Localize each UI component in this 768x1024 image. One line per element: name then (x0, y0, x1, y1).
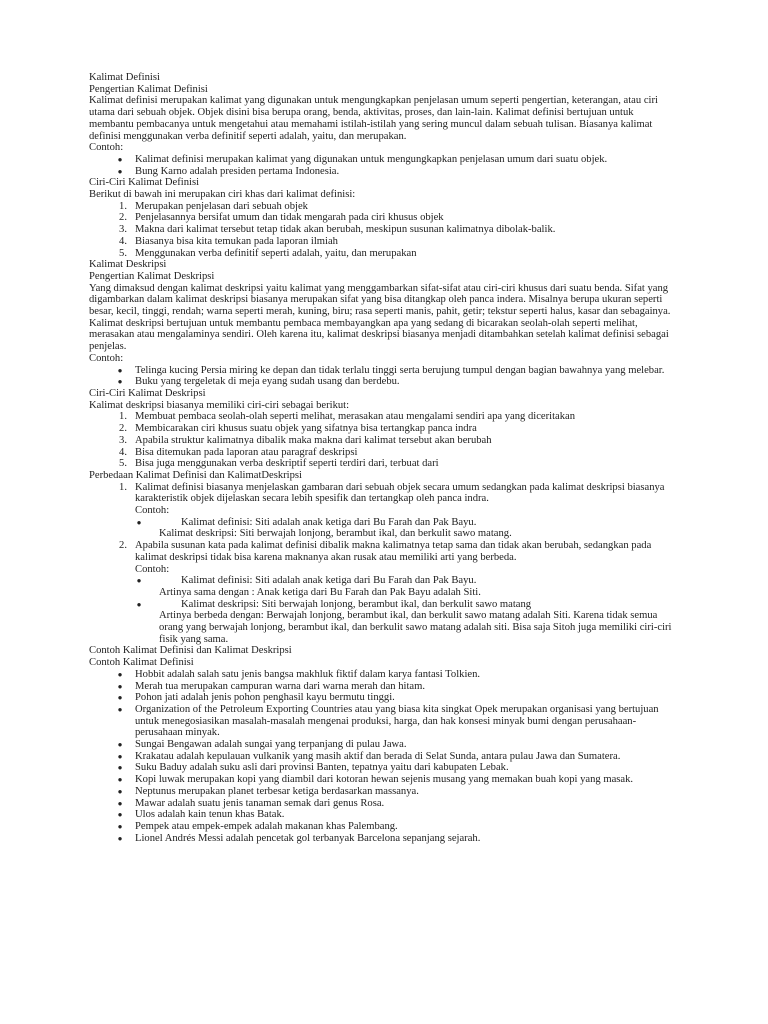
list-item: ● Mawar adalah suatu jenis tanaman semak dari genus Rosa. (117, 797, 385, 809)
definisi-examples-list (89, 154, 675, 177)
heading-kalimat-deskripsi: Kalimat Deskripsi (89, 259, 167, 271)
ciri-deskripsi-list (89, 411, 675, 470)
list-item: 3. Makna dari kalimat tersebut tetap tidak akan berubah, meskipun susunan kalimatnya dibolak-balik. (119, 224, 556, 236)
list-item: ● Pempek atau empek-empek adalah makanan khas Palembang. (117, 821, 398, 832)
list-item: ● Pohon jati adalah jenis pohon penghasil kayu bermutu tinggi. (117, 692, 395, 704)
perbedaan-2-example-1-cont: Artinya sama dengan : Anak ketiga dari Bu Farah dan Pak Bayu adalah Siti. (159, 586, 481, 598)
label-contoh: Contoh: (135, 505, 170, 517)
perbedaan-1-examples (135, 517, 675, 529)
list-item: ● Suku Baduy adalah suku asli dari provinsi Banten, tepatnya yaitu dari kabupaten Lebak. (117, 762, 509, 774)
heading-ciri-deskripsi: Ciri-Ciri Kalimat Deskripsi (89, 387, 206, 399)
list-item: ● Buku yang tergeletak di meja eyang sudah usang dan berdebu. (117, 376, 400, 388)
list-item: ● Ulos adalah kain tenun khas Batak. (117, 809, 285, 821)
paragraph-deskripsi-2: Kalimat deskripsi bertujuan untuk membantu pembaca membayangkan apa yang sedang di bicarakan seolah-olah seperti melihat, merasakan atau mengalaminya sendiri. Oleh karena itu, kalimat deskripsi biasanya menjadi ditambahkan setelah kalimat definisi sebagai penjelas. (89, 317, 669, 353)
bullet-icon: ● (117, 669, 123, 679)
bullet-icon: ● (117, 365, 123, 375)
list-item: 4. Bisa ditemukan pada laporan atau paragraf deskripsi (119, 446, 358, 458)
perbedaan-2-examples-b (135, 599, 675, 611)
list-item: 2. Apabila susunan kata pada kalimat definisi dibalik makna kalimatnya tetap sama dan tidak akan berubah, sedangkan pada kalimat deskripsi tidak bisa karena maknanya akan rusak atau memiliki arti yang berbeda. Contoh: ● Kalimat definisi: Siti adalah anak ketiga dari Bu Farah dan Pak Bayu. Artinya sama dengan : Anak ketiga dari Bu Farah dan Pak Bayu adalah Siti. ● Kalimat deskripsi: Siti berwajah lonjong, berambut ikal, dan berkulit sawo matang Artinya berbeda dengan: Berwajah lonjong, berambut ikal, dan berkulit sawo matang adalah Siti. Karena tidak semua orang yang berwajah lonjong, berambut ikal, dan berkulit sawo matang adalah siti. Bisa saja Sitoh juga memiliki ciri-ciri fisik yang sama. (89, 540, 675, 645)
subheading-contoh-definisi: Contoh Kalimat Definisi (89, 657, 194, 669)
perbedaan-2-example-2-cont: Artinya berbeda dengan: Berwajah lonjong, berambut ikal, dan berkulit sawo matang adalah Siti. Karena tidak semua orang yang berwajah lonjong, berambut ikal, dan berkulit sawo matang adalah siti. Bisa saja Sitoh juga memiliki ciri-ciri fisik yang sama. (159, 610, 672, 645)
bullet-icon: ● (117, 693, 123, 703)
bullet-icon: ● (117, 833, 123, 843)
list-item: ● Kopi luwak merupakan kopi yang diambil dari kotoran hewan sejenis musang yang memakan buah kopi yang masak. (117, 774, 634, 786)
list-item: ● Kalimat definisi: Siti adalah anak ketiga dari Bu Farah dan Pak Bayu. (136, 575, 477, 587)
bullet-icon: ● (117, 740, 123, 750)
label-contoh: Contoh: (135, 563, 170, 575)
paragraph-definisi: Kalimat definisi merupakan kalimat yang digunakan untuk mengungkapkan penjelasan umum seperti pengertian, keterangan, atau ciri utama dari sebuah objek. Objek disini bisa berupa orang, benda, aktivitas, proses, dan lain-lain. Kalimat definisi bertujuan untuk membantu pembacanya untuk mengetahui atau memahami istilah-istilah yang sering muncul dalam sebuah tulisan. Biasanya kalimat definisi menggunakan verba definitif seperti adalah, yaitu, dan merupakan. (89, 95, 658, 142)
list-item: 1. Merupakan penjelasan dari sebuah objek (119, 200, 308, 212)
list-item: ● Bung Karno adalah presiden pertama Indonesia. (117, 165, 340, 177)
perbedaan-1-example-cont: Kalimat deskripsi: Siti berwajah lonjong, berambut ikal, dan berkulit sawo matang. (159, 528, 512, 540)
list-item: ● Kalimat definisi merupakan kalimat yang digunakan untuk mengungkapkan penjelasan umum dari suatu objek. (117, 153, 608, 165)
bullet-icon: ● (117, 154, 123, 164)
bullet-icon: ● (117, 166, 123, 176)
heading-kalimat-definisi: Kalimat Definisi (89, 72, 160, 83)
list-item: 1. Membuat pembaca seolah-olah seperti melihat, merasakan atau mengalami sendiri apa yang diceritakan (119, 411, 576, 423)
list-item: 2. Penjelasannya bersifat umum dan tidak mengarah pada ciri khusus objek (119, 212, 444, 224)
list-item: ● Sungai Bengawan adalah sungai yang terpanjang di pulau Jawa. (117, 739, 407, 751)
list-item: ● Krakatau adalah kepulauan vulkanik yang masih aktif dan berada di Selat Sunda, antara pulau Jawa dan Sumatera. (117, 750, 621, 762)
ciri-definisi-list (89, 201, 675, 260)
list-item: ● Hobbit adalah salah satu jenis bangsa makhluk fiktif dalam karya fantasi Tolkien. (117, 668, 481, 680)
intro-ciri-definisi: Berikut di bawah ini merupakan ciri khas dari kalimat definisi: (89, 189, 356, 201)
list-item: ● Kalimat deskripsi: Siti berwajah lonjong, berambut ikal, dan berkulit sawo matang (136, 598, 532, 610)
document-body (89, 72, 675, 844)
contoh-definisi-list (89, 669, 675, 845)
bullet-icon: ● (117, 798, 123, 808)
list-item: 5. Menggunakan verba definitif seperti adalah, yaitu, dan merupakan (119, 247, 417, 259)
bullet-icon: ● (117, 704, 123, 714)
heading-perbedaan: Perbedaan Kalimat Definisi dan KalimatDeskripsi (89, 469, 302, 481)
intro-ciri-deskripsi: Kalimat deskripsi biasanya memiliki ciri-ciri sebagai berikut: (89, 399, 350, 411)
bullet-icon: ● (117, 751, 123, 761)
bullet-icon: ● (117, 377, 123, 387)
list-item: 5. Bisa juga menggunakan verba deskriptif seperti terdiri dari, terbuat dari (119, 458, 439, 470)
subheading-pengertian-deskripsi: Pengertian Kalimat Deskripsi (89, 270, 215, 282)
list-item: 1. Kalimat definisi biasanya menjelaskan gambaran dari sebuah objek secara umum sedangkan pada kalimat deskripsi biasanya karakteristik objek dijelaskan secara lebih spesifik dan tertangkap oleh panca indra. Contoh: ● Kalimat definisi: Siti adalah anak ketiga dari Bu Farah dan Pak Bayu. Kalimat deskripsi: Siti berwajah lonjong, berambut ikal, dan berkulit sawo matang. (89, 482, 675, 541)
perbedaan-text-2: Apabila susunan kata pada kalimat definisi dibalik makna kalimatnya tetap sama dan tidak akan berubah, sedangkan pada kalimat deskripsi tidak bisa karena maknanya akan rusak atau memiliki arti yang berbeda. (135, 540, 652, 563)
list-item: ● Lionel Andrés Messi adalah pencetak gol terbanyak Barcelona sepanjang sejarah. (117, 832, 481, 844)
bullet-icon: ● (117, 775, 123, 785)
list-item: 2. Membicarakan ciri khusus suatu objek yang sifatnya bisa tertangkap panca indra (119, 423, 477, 435)
subheading-pengertian-definisi: Pengertian Kalimat Definisi (89, 83, 208, 95)
list-item: 3. Apabila struktur kalimatnya dibalik maka makna dari kalimat tersebut akan berubah (119, 434, 492, 446)
paragraph-deskripsi-1: Yang dimaksud dengan kalimat deskripsi yaitu kalimat yang menggambarkan sifat-sifat atau ciri-ciri khusus dari suatu benda. Sifat yang digambarkan dalam kalimat deskripsi biasanya merupakan sifat yang bisa ditangkap oleh panca indera. Misalnya berupa ukuran seperti besar, kecil, tinggi, rendah; warna seperti merah, kuning, biru; rasa seperti manis, pahit, getir; tekstur seperti halus, kasar dan sebagainya. (89, 282, 671, 318)
heading-ciri-definisi: Ciri-Ciri Kalimat Definisi (89, 177, 200, 189)
list-item: ● Neptunus merupakan planet terbesar ketiga berdasarkan massanya. (117, 785, 419, 797)
list-item: ● Merah tua merupakan campuran warna dari warna merah dan hitam. (117, 680, 426, 692)
label-contoh: Contoh: (89, 142, 124, 154)
list-item: ● Organization of the Petroleum Exporting Countries atau yang biasa kita singkat Opek merupakan organisasi yang bertujuan untuk menegosiasikan masalah-masalah mengenai produksi, harga, dan hak konsesi minyak bumi dengan perusahaan-perusahaan minyak. (117, 703, 659, 739)
bullet-icon: ● (136, 599, 142, 609)
list-item: ● Telinga kucing Persia miring ke depan dan tidak terlalu tinggi serta berujung tumpul dengan bagian bawahnya yang melebar. (117, 364, 665, 376)
bullet-icon: ● (117, 681, 123, 691)
bullet-icon: ● (117, 822, 123, 831)
list-item: ● Kalimat definisi: Siti adalah anak ketiga dari Bu Farah dan Pak Bayu. (136, 516, 477, 528)
deskripsi-examples-list (89, 365, 675, 388)
perbedaan-list (89, 482, 675, 646)
bullet-icon: ● (117, 786, 123, 796)
bullet-icon: ● (136, 517, 142, 527)
bullet-icon: ● (136, 576, 142, 586)
perbedaan-text-1: Kalimat definisi biasanya menjelaskan gambaran dari sebuah objek secara umum sedangkan pada kalimat deskripsi biasanya karakteristik objek dijelaskan secara lebih spesifik dan tertangkap oleh panca indra. (135, 481, 665, 505)
perbedaan-2-examples (135, 575, 675, 587)
label-contoh: Contoh: (89, 352, 124, 364)
heading-contoh-kalimat: Contoh Kalimat Definisi dan Kalimat Deskripsi (89, 645, 292, 657)
bullet-icon: ● (117, 763, 123, 773)
list-item: 4. Biasanya bisa kita temukan pada laporan ilmiah (119, 235, 338, 247)
bullet-icon: ● (117, 810, 123, 820)
